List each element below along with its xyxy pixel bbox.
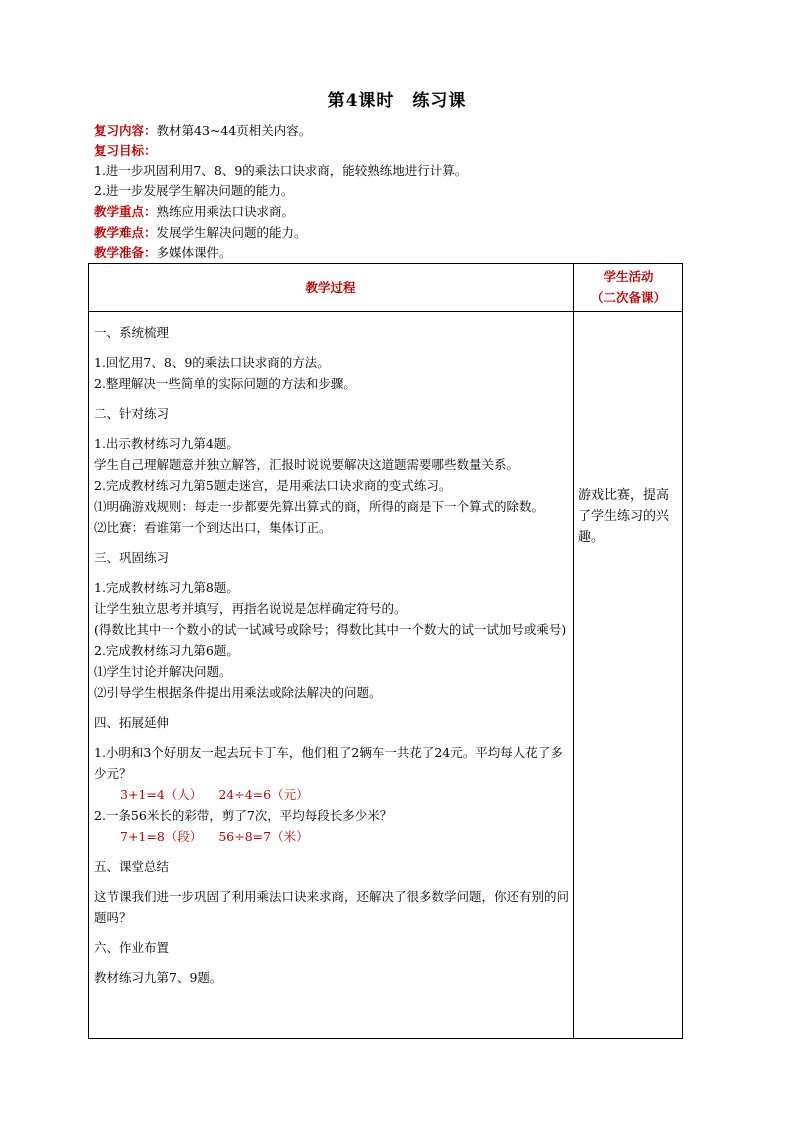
header-activity-line: （二次备课） — [590, 290, 666, 305]
content-line: 2.整理解决一些简单的实际问题的方法和步骤。 — [94, 376, 356, 391]
meta-text: 熟练应用乘法口诀求商。 — [156, 204, 295, 219]
meta-label: 教学难点： — [94, 225, 157, 240]
content-line: ⑴学生讨论并解决问题。 — [94, 664, 232, 679]
content-line: 1.回忆用7、8、9的乘法口诀求商的方法。 — [94, 355, 330, 370]
meta-text: 发展学生解决问题的能力。 — [156, 225, 307, 240]
meta-label: 复习目标： — [94, 143, 157, 158]
section-heading: 四、拓展延伸 — [94, 715, 170, 730]
meta-goal-1 — [94, 160, 694, 181]
section-heading: 三、巩固练习 — [94, 550, 170, 565]
content-line: 让学生独立思考并填写，再指名说说是怎样确定符号的。 — [94, 601, 407, 616]
content-line: 这节课我们进一步巩固了利用乘法口诀来求商，还解决了很多数学问题，你还有别的问题吗？ — [94, 889, 570, 925]
meta-difficulty — [94, 222, 694, 243]
content-line: ⑵引导学生根据条件提出用乘法或除法解决的问题。 — [94, 685, 382, 700]
content-line: (得数比其中一个数小的试一试减号或除号；得数比其中一个数大的试一试加号或乘号) — [94, 622, 567, 637]
content-line: 1.小明和3个好朋友一起去玩卡丁车，他们租了2辆车一共花了24元。平均每人花了多少元？ — [94, 745, 563, 781]
meta-review-content — [94, 120, 694, 141]
meta-text: 教材第43~44页相关内容。 — [156, 123, 312, 138]
content-line: 1.出示教材练习九第4题。 — [94, 436, 239, 451]
content-line: 2.完成教材练习九第5题走迷宫，是用乘法口诀求商的变式练习。 — [94, 478, 452, 493]
meta-key-point — [94, 201, 694, 222]
meta-text: 1.进一步巩固利用7、8、9的乘法口诀求商，能较熟练地进行计算。 — [94, 163, 468, 178]
content-line: 2.一条56米长的彩带，剪了7次，平均每段长多少米？ — [94, 808, 393, 823]
content-line: ⑵比赛：看谁第一个到达出口，集体订正。 — [94, 520, 332, 535]
calculation-step: 56÷8=7（米） — [218, 829, 309, 844]
calculation-step: 3+1=4（人） — [120, 787, 203, 802]
meta-label: 复习内容： — [94, 123, 157, 138]
content-line: ⑴明确游戏规则：每走一步都要先算出算式的商，所得的商是下一个算式的除数。 — [94, 499, 545, 514]
section-heading: 六、作业布置 — [94, 940, 170, 955]
meta-preparation — [94, 242, 694, 263]
student-activity-note: 游戏比赛，提高了学生练习的兴趣。 — [578, 488, 670, 545]
content-line: 2.完成教材练习九第6题。 — [94, 643, 239, 658]
section-heading: 一、系统梳理 — [94, 325, 170, 340]
table-header-process: 教学过程 — [305, 280, 356, 295]
calculation-step: 7+1=8（段） — [120, 829, 203, 844]
content-line: 1.完成教材练习九第8题。 — [94, 580, 239, 595]
calculation-step: 24÷4=6（元） — [218, 787, 309, 802]
section-heading: 五、课堂总结 — [94, 859, 170, 874]
table-header-divider — [88, 311, 683, 312]
meta-goal-2 — [94, 180, 694, 201]
table-header-activity — [574, 263, 683, 311]
meta-text: 多媒体课件。 — [156, 245, 232, 260]
header-activity-line: 学生活动 — [603, 269, 654, 284]
calculation-line — [94, 826, 569, 847]
content-line: 教材练习九第7、9题。 — [94, 970, 223, 985]
teaching-process — [94, 322, 569, 988]
section-heading: 二、针对练习 — [94, 406, 170, 421]
meta-label: 教学重点： — [94, 204, 157, 219]
page-title: 第4课时 练习课 — [327, 91, 467, 111]
content-line: 学生自己理解题意并独立解答，汇报时说说要解决这道题需要哪些数量关系。 — [94, 457, 520, 472]
meta-label: 教学准备： — [94, 245, 157, 260]
table-column-divider — [573, 263, 574, 1039]
calculation-line — [94, 784, 569, 805]
meta-review-goals — [94, 140, 694, 161]
meta-text: 2.进一步发展学生解决问题的能力。 — [94, 183, 294, 198]
